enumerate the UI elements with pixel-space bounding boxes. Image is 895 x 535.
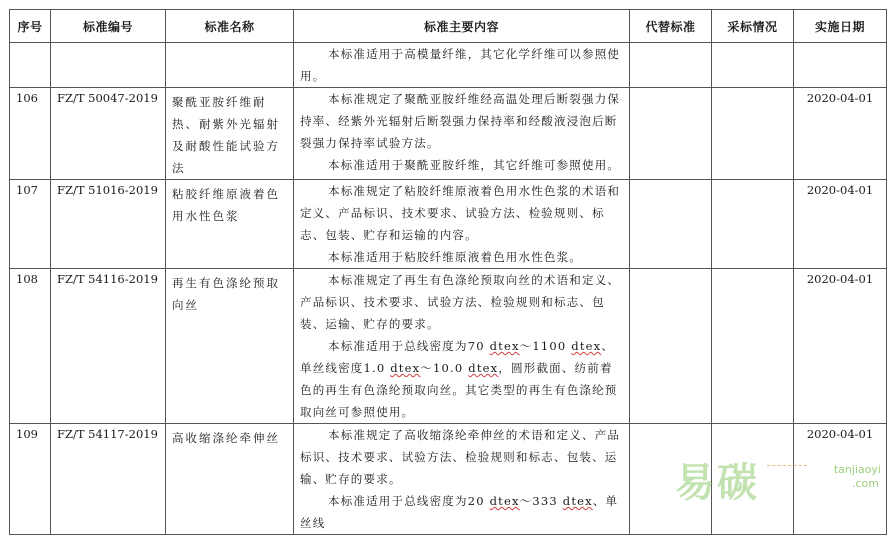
watermark-url-suffix: .com	[852, 477, 879, 490]
content-paragraph: 本标准适用于粘胶纤维原液着色用水性色浆。	[328, 250, 582, 264]
table-row	[10, 43, 887, 88]
row-adopt	[712, 88, 794, 180]
unit-dtex: dtex	[562, 494, 593, 508]
content-paragraph: 本标准规定了聚酰亚胺纤维经高温处理后断裂强力保持率、经紫外光辐射后断裂强力保持率和经酸液浸泡后断裂强力保持率试验方法。	[300, 92, 621, 150]
header-seq: 序号	[10, 10, 51, 43]
table-row	[10, 180, 887, 269]
header-replace: 代替标准	[630, 10, 712, 43]
row-name	[166, 43, 294, 88]
table-row	[10, 269, 887, 424]
row-code: FZ/T 50047-2019	[51, 88, 166, 180]
row-number	[10, 43, 51, 88]
table-row	[10, 88, 887, 180]
content-paragraph: 本标准规定了粘胶纤维原液着色用水性色浆的术语和定义、产品标识、技术要求、试验方法、检验规则、标志、包装、贮存和运输的内容。	[300, 184, 621, 242]
row-content	[294, 88, 630, 180]
row-content	[294, 269, 630, 424]
row-content	[294, 180, 630, 269]
row-name: 粘胶纤维原液着色用水性色浆	[166, 180, 294, 269]
table-header-row	[10, 10, 887, 43]
row-date: 2020-04-01	[794, 269, 887, 424]
row-adopt	[712, 180, 794, 269]
header-date: 实施日期	[794, 10, 887, 43]
watermark-url: tanjiaoyi	[833, 463, 881, 476]
row-code: FZ/T 54117-2019	[51, 424, 166, 535]
row-name: 高收缩涤纶牵伸丝	[166, 424, 294, 535]
content-paragraph: 本标准适用于总线密度为20 dtex～333 dtex、单丝线	[300, 494, 619, 530]
row-content	[294, 424, 630, 535]
content-paragraph: 本标准适用于总线密度为70 dtex～1100 dtex、单丝线密度1.0 dtex～10.0 dtex，圆形截面、纺前着色的再生有色涤纶预取向丝。其它类型的再生有色涤纶预取向丝可参照使用。	[300, 339, 618, 419]
unit-dtex: dtex	[390, 361, 421, 375]
row-code: FZ/T 54116-2019	[51, 269, 166, 424]
row-code: FZ/T 51016-2019	[51, 180, 166, 269]
row-adopt	[712, 43, 794, 88]
header-content: 标准主要内容	[294, 10, 630, 43]
content-paragraph: 本标准适用于聚酰亚胺纤维，其它纤维可参照使用。	[328, 158, 621, 172]
row-name: 再生有色涤纶预取向丝	[166, 269, 294, 424]
row-replace	[630, 88, 712, 180]
unit-dtex: dtex	[468, 361, 499, 375]
unit-dtex: dtex	[489, 339, 520, 353]
row-replace	[630, 43, 712, 88]
row-date	[794, 43, 887, 88]
content-paragraph: 本标准规定了高收缩涤纶牵伸丝的术语和定义、产品标识、技术要求、试验方法、检验规则和标志、包装、运输、贮存的要求。	[300, 428, 621, 486]
watermark-brand: 易碳	[675, 460, 759, 506]
row-number: 106	[10, 88, 51, 180]
row-content	[294, 43, 630, 88]
row-replace	[630, 269, 712, 424]
watermark-divider	[767, 465, 807, 466]
row-name: 聚酰亚胺纤维耐热、耐紫外光辐射及耐酸性能试验方法	[166, 88, 294, 180]
unit-dtex: dtex	[489, 494, 520, 508]
header-name: 标准名称	[166, 10, 294, 43]
row-adopt	[712, 269, 794, 424]
row-date: 2020-04-01	[794, 88, 887, 180]
row-number: 107	[10, 180, 51, 269]
content-paragraph: 本标准规定了再生有色涤纶预取向丝的术语和定义、产品标识、技术要求、试验方法、检验规则和标志、包装、运输、贮存的要求。	[300, 273, 621, 331]
row-replace	[630, 180, 712, 269]
row-number: 108	[10, 269, 51, 424]
unit-dtex: dtex	[571, 339, 602, 353]
row-code	[51, 43, 166, 88]
row-number: 109	[10, 424, 51, 535]
content-paragraph: 本标准适用于高模量纤维，其它化学纤维可以参照使用。	[300, 47, 621, 83]
row-date: 2020-04-01	[794, 180, 887, 269]
header-adopt: 采标情况	[712, 10, 794, 43]
header-code: 标准编号	[51, 10, 166, 43]
watermark-logo	[675, 451, 885, 507]
row-date: 2020-04-01	[794, 424, 887, 535]
